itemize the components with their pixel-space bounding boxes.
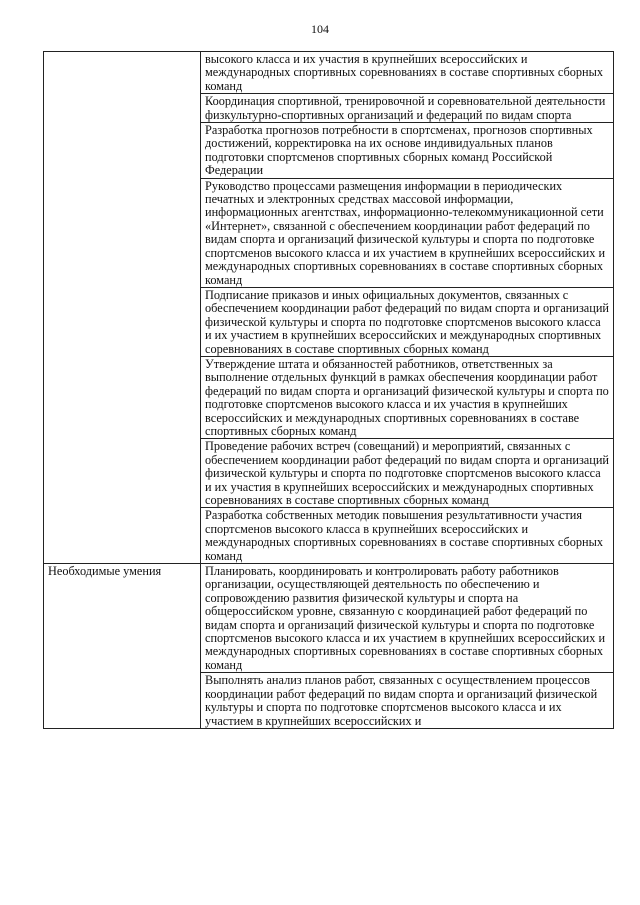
table-row [44, 52, 614, 94]
qualification-table [43, 51, 614, 729]
table-cell: Планировать, координировать и контролировать работу работников организации, осуществляющей деятельность по обеспечению и сопровождению развития физической культуры и спорта на общероссийском уровне, связанную с координацией работ федераций по видам спорта и организаций физической культуры и спорта по подготовке спортсменов высокого класса и их участием в крупнейших всероссийских и международных спортивных соревнованиях в составе спортивных сборных команд [201, 564, 614, 673]
table-cell: Проведение рабочих встреч (совещаний) и мероприятий, связанных с обеспечением координации работ федераций по видам спорта и организаций физической культуры и спорта по подготовке спортсменов высокого класса и их участия в крупнейших всероссийских и международных спортивных соревнованиях в составе спортивных сборных команд [201, 439, 614, 508]
table-cell: Координация спортивной, тренировочной и соревновательной деятельности физкультурно-спортивных организаций и федераций по видам спорта [201, 94, 614, 123]
table-cell: Разработка прогнозов потребности в спортсменах, прогнозов спортивных достижений, корректировка на их основе индивидуальных планов подготовки спортсменов спортивных сборных команд Российской Федерации [201, 123, 614, 179]
table-cell: Руководство процессами размещения информации в периодических печатных и электронных средствах массовой информации, информационных агентствах, информационно-телекоммуникационной сети «Интернет», связанной с обеспечением координации работ федераций по видам спорта и организаций физической культуры и спорта по подготовке спортсменов высокого класса и их участием в крупнейших всероссийских и международных спортивных соревнованиях в составе спортивных сборных команд [201, 178, 614, 287]
table-cell: Выполнять анализ планов работ, связанных с осуществлением процессов координации работ федераций по видам спорта и организаций физической культуры и спорта по подготовке спортсменов высокого класса и их участием в крупнейших всероссийских и [201, 673, 614, 729]
page-number: 104 [311, 22, 329, 36]
row-label-skills: Необходимые умения [44, 564, 201, 729]
table-cell: Утверждение штата и обязанностей работников, ответственных за выполнение отдельных функций в рамках обеспечения координации работ федераций по видам спорта и организаций физической культуры и спорта по подготовке спортсменов высокого класса и их участия в крупнейших всероссийских и международных спортивных соревнованиях в составе спортивных сборных команд [201, 356, 614, 438]
table-cell: высокого класса и их участия в крупнейших всероссийских и международных спортивных соревнованиях в составе спортивных сборных команд [201, 52, 614, 94]
table-cell: Подписание приказов и иных официальных документов, связанных с обеспечением координации работ федераций по видам спорта и организаций физической культуры и спорта по подготовке спортсменов высокого класса и их участием в крупнейших всероссийских и международных спортивных соревнованиях в составе спортивных сборных команд [201, 287, 614, 356]
row-label [44, 52, 201, 564]
table-cell: Разработка собственных методик повышения результативности участия спортсменов высокого класса в крупнейших всероссийских и международных спортивных соревнованиях в составе спортивных сборных команд [201, 508, 614, 564]
table-row [44, 564, 614, 673]
